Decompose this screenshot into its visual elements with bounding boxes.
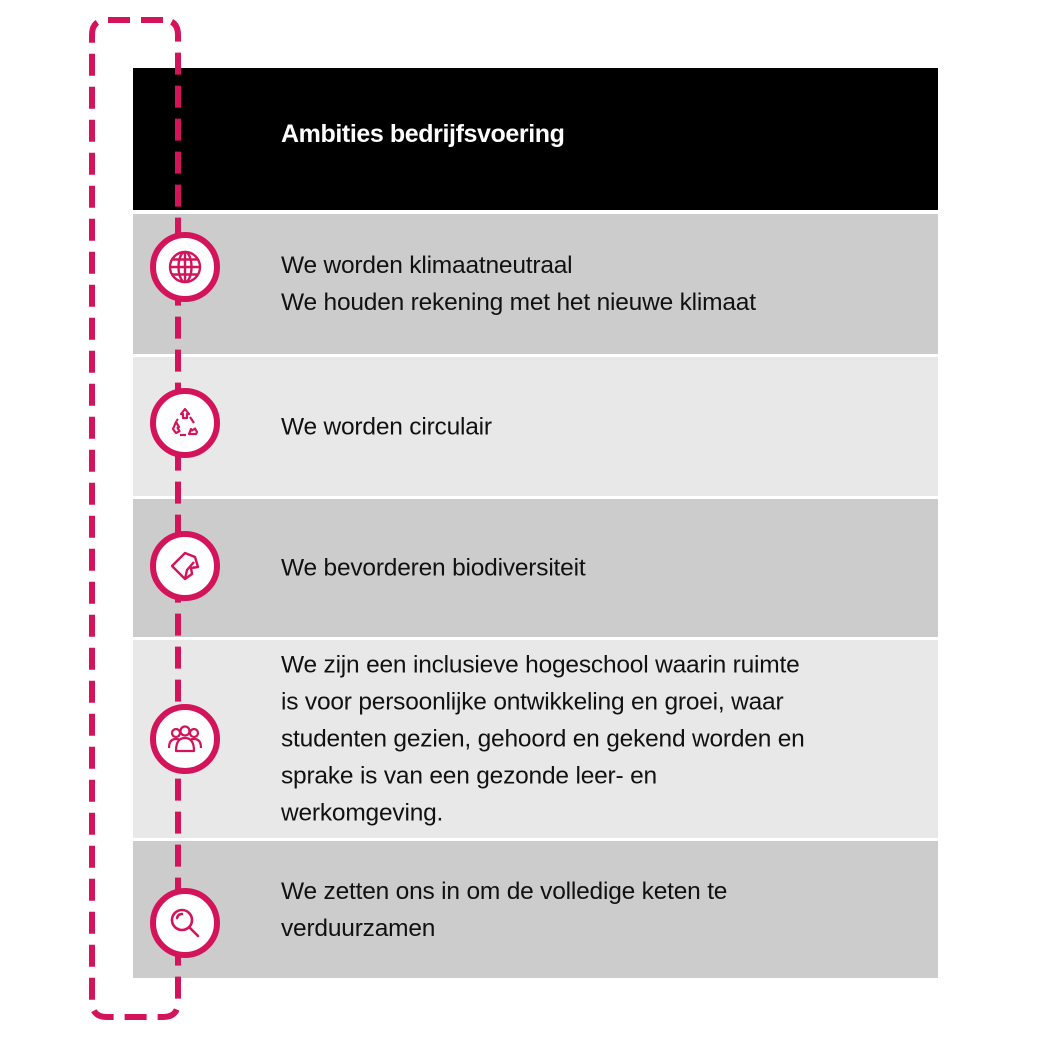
people-group-icon	[167, 721, 203, 757]
magnifier-badge	[150, 888, 220, 958]
leaf-icon	[167, 548, 203, 584]
table-row-climate	[133, 214, 938, 354]
table-row-inclusive	[133, 640, 938, 838]
row-text: We worden circulair	[281, 413, 492, 440]
row-text: We zetten ons in om de volledige keten te verduurzamen	[281, 877, 728, 942]
row-text: We worden klimaatneutraal We houden rekening met het nieuwe klimaat	[281, 252, 756, 316]
recycle-badge	[150, 388, 220, 458]
table-row-supply-chain	[133, 841, 938, 978]
leaf-badge	[150, 531, 220, 601]
magnifier-icon	[167, 905, 203, 941]
table-row-circular	[133, 357, 938, 496]
table-row-biodiversity	[133, 499, 938, 637]
globe-icon	[167, 249, 203, 285]
row-text: We zijn een inclusieve hogeschool waarin ruimte is voor persoonlijke ontwikkeling en groei, waar studenten gezien, gehoord en gekend worden en sprake is van een gezonde leer- en werkomgeving.	[281, 651, 805, 827]
people-badge	[150, 704, 220, 774]
header-title: Ambities bedrijfsvoering	[281, 120, 565, 148]
recycle-icon	[167, 405, 203, 441]
table-header	[133, 68, 938, 210]
globe-badge	[150, 232, 220, 302]
row-text: We bevorderen biodiversiteit	[281, 554, 586, 582]
